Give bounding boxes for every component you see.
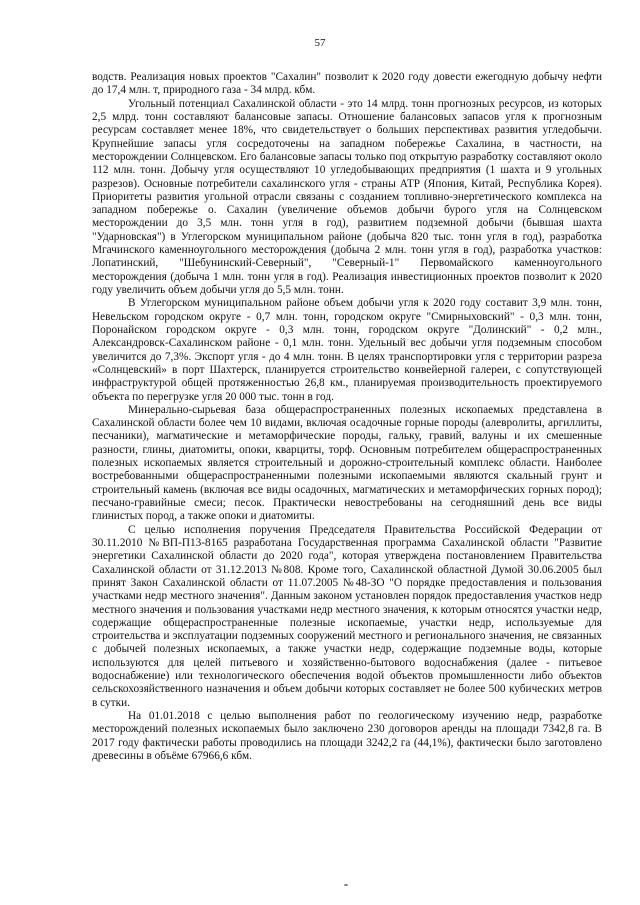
- paragraph-mineral-resources: Минерально-сырьевая база общераспространенных полезных ископаемых представлена в Сахалинской области более чем 10 видами, включая осадочные горные породы (алевролиты, аргиллиты, песчаники), магматические и метаморфические породы, гальку, гравий, валуны и их смешенные разности, глины, диатомиты, опоки, кварциты, торф. Основным потребителем общераспространенных полезных ископаемых является строительный и дорожно-строительный комплекс области. Наиболее востребованными общераспространенными полезными ископаемыми являются скальный грунт и строительный камень (включая все виды осадочных, магматических и метаморфических горных пород); песчано-гравийные смеси; песок. Практически невостребованы на сегодняшний день все виды глинистых пород, а также опоки и диатомиты.: [92, 403, 602, 523]
- scan-speck: [344, 884, 348, 886]
- paragraph-coal-potential: Угольный потенциал Сахалинской области - это 14 млрд. тонн прогнозных ресурсов, из которых 2,5 млрд. тонн составляют балансовые запасы. Отношение балансовых запасов угля к прогнозным ресурсам составляет менее 18%, что свидетельствует о больших перспективах развития угледобычи. Крупнейшие запасы угля сосредоточены на западном побережье Сахалина, в частности, на месторождении Солнцевском. Его балансовые запасы только под открытую разработку составляют около 112 млн. тонн. Добычу угля осуществляют 10 угледобывающих предприятия (1 шахта и 9 угольных разрезов). Основные потребители сахалинского угля - страны АТР (Япония, Китай, Республика Корея). Приоритеты развития угольной отрасли связаны с созданием топливно-энергетического комплекса на западном побережье о. Сахалин (увеличение объемов добычи бурого угля на Солнцевском месторождении до 3,5 млн. тонн угля в год), развитием подземной добычи (бывшая шахта "Ударновская") в Углегорском муниципальном районе (добыча 820 тыс. тонн угля в год), разработка Мгачинского каменноугольного месторождения (добыча 2 млн. тонн угля в год), разработка участков: Лопатинский, "Шебунинский-Северный", "Северный-1" Первомайского каменноугольного месторождения (добыча 1 млн. тонн угля в год). Реализация инвестиционных проектов позволит к 2020 году увеличить объем добычи угля до 5,5 млн. тонн.: [92, 97, 602, 296]
- paragraph-oil-gas-continuation: водств. Реализация новых проектов "Сахалин" позволит к 2020 году довести ежегодную добычу нефти до 17,4 млн. т, природного газа - 34 млрд. кбм.: [92, 71, 602, 97]
- body-text: [92, 71, 602, 763]
- paragraph-uglegorsk-coal: В Углегорском муниципальном районе объем добычи угля к 2020 году составит 3,9 млн. тонн, Невельском городском округе - 0,7 млн. тонн, городском округе "Смирныховский" - 0,3 млн. тонн, Поронайском городском округе - 0,3 млн. тонн, городском округе "Долинский" - 0,2 млн., Александровск-Сахалинском районе - 0,1 млн. тонн. Удельный вес добычи угля подземным способом увеличится до 7,3%. Экспорт угля - до 4 млн. тонн. В целях транспортировки угля с территории разреза «Солнцевский» в порт Шахтерск, планируется строительство конвейерной галереи, с сопутствующей инфраструктурой общей протяженностью 26,8 км., планируемая производительность проектируемого объекта по перегрузке угля 20 000 тыс. тонн в год.: [92, 297, 602, 403]
- page-number: 57: [314, 37, 326, 49]
- paragraph-energy-program: С целью исполнения поручения Председателя Правительства Российской Федерации от 30.11.2010 №ВП-П13-8165 разработана Государственная программа Сахалинской области "Развитие энергетики Сахалинской области до 2020 года", которая утверждена постановлением Правительства Сахалинской области от 31.12.2013 №808. Кроме того, Сахалинской областной Думой 30.06.2005 был принят Закон Сахалинской области от 11.07.2005 №48-ЗО "О порядке предоставления и пользования участками недр местного значения". Данным законом установлен порядок предоставления участков недр местного значения и пользования участками недр местного значения, к которым относятся участки недр, содержащие общераспространенные полезные ископаемые, участки недр, используемые для строительства и эксплуатации подземных сооружений местного и регионального значения, не связанных с добычей полезных ископаемых, а также участки недр, содержащие подземные воды, которые используются для целей питьевого и хозяйственно-бытового водоснабжения (далее - питьевое водоснабжение) или технологического обеспечения водой объектов промышленности либо объектов сельскохозяйственного назначения и объем добычи которых составляет не более 500 кубических метров в сутки.: [92, 523, 602, 709]
- paragraph-lease-agreements: На 01.01.2018 с целью выполнения работ по геологическому изучению недр, разработке месторождений полезных ископаемых было заключено 230 договоров аренды на площади 7342,8 га. В 2017 году фактически работы проводились на площади 3242,2 га (44,1%), фактически было заготовлено древесины в объёме 67966,6 кбм.: [92, 710, 602, 762]
